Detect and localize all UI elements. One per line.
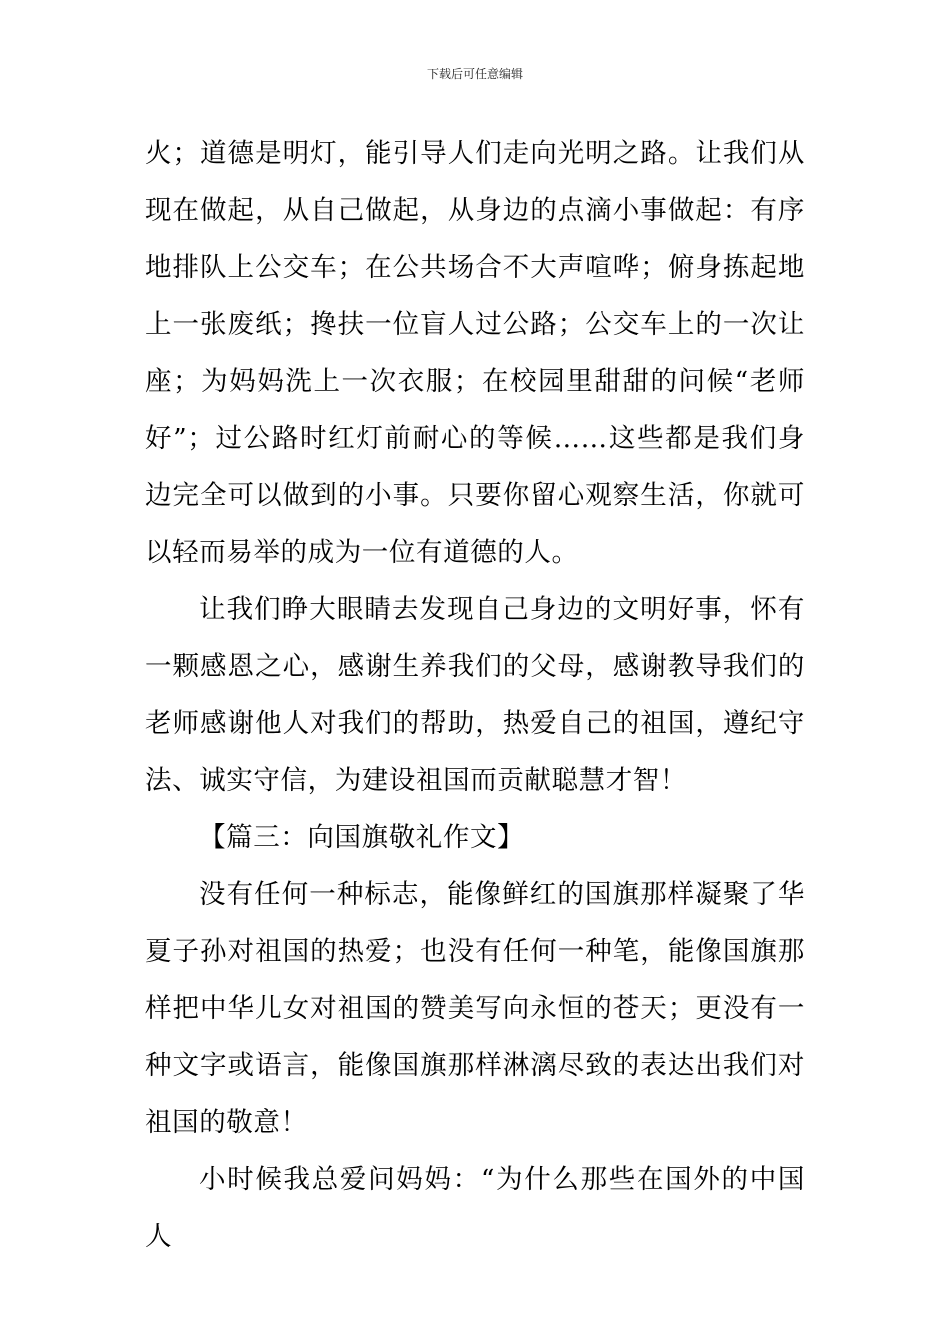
paragraph-childhood: 小时候我总爱问妈妈：“为什么那些在国外的中国人 — [145, 1164, 805, 1252]
paragraph-gratitude: 让我们睁大眼睛去发现自己身边的文明好事，怀有一颗感恩之心，感谢生养我们的父母，感谢教导我们的老师感谢他人对我们的帮助，热爱自己的祖国，遵纪守法、诚实守信，为建设祖国而贡献聪慧才智！ — [145, 594, 805, 796]
paragraph-continuation: 火；道德是明灯，能引导人们走向光明之路。让我们从现在做起，从自己做起，从身边的点滴小事做起：有序地排队上公交车；在公共场合不大声喧哗；俯身拣起地上一张废纸；搀扶一位盲人过公路；公交车上的一次让座；为妈妈洗上一次衣服；在校园里甜甜的问候“老师好”；过公路时红灯前耐心的等候……这些都是我们身边完全可以做到的小事。只要你留心观察生活，你就可以轻而易举的成为一位有道德的人。 — [145, 138, 805, 568]
section-heading: 【篇三：向国旗敬礼作文】 — [199, 822, 525, 853]
page-header-note: 下载后可任意编辑 — [426, 67, 523, 81]
paragraph-flag-intro: 没有任何一种标志，能像鲜红的国旗那样凝聚了华夏子孙对祖国的热爱；也没有任何一种笔，能像国旗那样把中华儿女对祖国的赞美写向永恒的苍天；更没有一种文字或语言，能像国旗那样淋漓尽致的表达出我们对祖国的敬意！ — [145, 879, 805, 1138]
document-body — [145, 125, 805, 1265]
